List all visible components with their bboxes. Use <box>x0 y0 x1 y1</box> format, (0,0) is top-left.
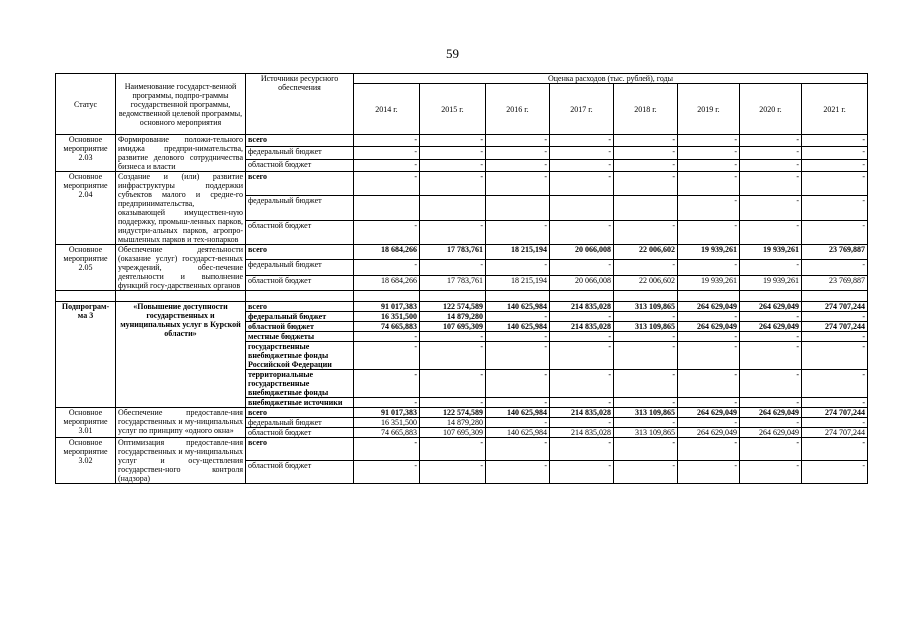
value-cell: - <box>740 370 802 398</box>
value-cell: - <box>740 312 802 322</box>
header-name: Наименование государст-венной программы, подпро-граммы государственной программы, ведомственной целевой программы, основного мероприятия <box>116 74 246 135</box>
value-cell: - <box>740 438 802 461</box>
value-cell: 22 006,602 <box>614 275 678 290</box>
value-cell: - <box>740 147 802 159</box>
value-cell: 264 629,049 <box>678 302 740 312</box>
value-cell: - <box>614 438 678 461</box>
name-cell: «Повышение доступности государственных и муниципальных услуг в Курской области» <box>116 302 246 408</box>
value-cell: - <box>550 172 614 196</box>
value-cell <box>420 196 486 220</box>
table-row <box>56 438 868 461</box>
header-year: 2020 г. <box>740 84 802 135</box>
value-cell: 91 017,383 <box>354 408 420 418</box>
value-cell: 18 215,194 <box>486 245 550 260</box>
value-cell: - <box>802 398 868 408</box>
value-cell: - <box>486 147 550 159</box>
value-cell: 140 625,984 <box>486 322 550 332</box>
value-cell: - <box>614 159 678 171</box>
header-year: 2016 г. <box>486 84 550 135</box>
value-cell: - <box>678 461 740 484</box>
source-cell: всего <box>246 245 354 260</box>
value-cell: - <box>802 418 868 428</box>
value-cell: 122 574,589 <box>420 408 486 418</box>
value-cell: - <box>354 135 420 147</box>
value-cell: 264 629,049 <box>678 322 740 332</box>
value-cell: - <box>354 370 420 398</box>
value-cell: - <box>802 196 868 220</box>
value-cell: - <box>550 159 614 171</box>
value-cell: - <box>420 147 486 159</box>
spacer-cell <box>486 291 550 302</box>
value-cell: - <box>678 159 740 171</box>
value-cell <box>354 196 420 220</box>
value-cell: - <box>420 342 486 370</box>
value-cell: - <box>740 461 802 484</box>
name-cell: Оптимизация предоставле-ния государственных и му-ниципальных услуг и осу-ществления государствен-ного контроля (надзора) <box>116 438 246 484</box>
source-cell: федеральный бюджет <box>246 260 354 275</box>
value-cell: 16 351,500 <box>354 312 420 322</box>
spacer-row <box>56 291 868 302</box>
value-cell: - <box>354 438 420 461</box>
spacer-cell <box>420 291 486 302</box>
table-row <box>56 135 868 147</box>
value-cell: - <box>354 172 420 196</box>
value-cell <box>486 196 550 220</box>
value-cell: - <box>354 220 420 244</box>
value-cell: - <box>420 438 486 461</box>
value-cell: - <box>802 135 868 147</box>
value-cell: 140 625,984 <box>486 428 550 438</box>
value-cell: 20 066,008 <box>550 275 614 290</box>
page-number: 59 <box>446 46 459 61</box>
value-cell: - <box>740 260 802 275</box>
spacer-cell <box>246 291 354 302</box>
source-cell: областной бюджет <box>246 220 354 244</box>
value-cell: 264 629,049 <box>740 302 802 312</box>
value-cell: 313 109,865 <box>614 322 678 332</box>
value-cell: - <box>678 312 740 322</box>
value-cell: - <box>740 398 802 408</box>
value-cell: - <box>550 260 614 275</box>
value-cell: - <box>486 370 550 398</box>
source-cell: всего <box>246 135 354 147</box>
value-cell: - <box>614 332 678 342</box>
value-cell: 264 629,049 <box>740 322 802 332</box>
value-cell: 214 835,028 <box>550 302 614 312</box>
value-cell: - <box>354 398 420 408</box>
header-estimate: Оценка расходов (тыс. рублей), годы <box>354 74 868 84</box>
value-cell: - <box>420 159 486 171</box>
value-cell: 20 066,008 <box>550 245 614 260</box>
value-cell: - <box>614 172 678 196</box>
value-cell: 18 684,266 <box>354 245 420 260</box>
value-cell: 214 835,028 <box>550 322 614 332</box>
value-cell: - <box>354 260 420 275</box>
spacer-cell <box>550 291 614 302</box>
value-cell: 274 707,244 <box>802 428 868 438</box>
value-cell: - <box>354 147 420 159</box>
value-cell: - <box>802 461 868 484</box>
value-cell: 14 879,280 <box>420 312 486 322</box>
spacer-cell <box>740 291 802 302</box>
value-cell: 313 109,865 <box>614 408 678 418</box>
source-cell: всего <box>246 302 354 312</box>
status-cell: Основное мероприятие 3.02 <box>56 438 116 484</box>
value-cell: - <box>614 135 678 147</box>
value-cell: 313 109,865 <box>614 428 678 438</box>
value-cell: - <box>486 418 550 428</box>
value-cell: 122 574,589 <box>420 302 486 312</box>
value-cell: - <box>740 418 802 428</box>
header-year: 2015 г. <box>420 84 486 135</box>
source-cell: всего <box>246 408 354 418</box>
value-cell: - <box>614 220 678 244</box>
source-cell: территориальные государственные внебюджетные фонды <box>246 370 354 398</box>
source-cell: федеральный бюджет <box>246 196 354 220</box>
value-cell: - <box>420 135 486 147</box>
value-cell: - <box>678 418 740 428</box>
source-cell: областной бюджет <box>246 322 354 332</box>
value-cell: - <box>550 220 614 244</box>
value-cell: - <box>614 418 678 428</box>
value-cell: 313 109,865 <box>614 302 678 312</box>
value-cell: 16 351,500 <box>354 418 420 428</box>
value-cell: - <box>740 159 802 171</box>
value-cell: 107 695,309 <box>420 428 486 438</box>
source-cell: областной бюджет <box>246 159 354 171</box>
value-cell: - <box>678 342 740 370</box>
value-cell: - <box>550 312 614 322</box>
status-cell: Основное мероприятие 2.04 <box>56 172 116 245</box>
value-cell: 18 215,194 <box>486 275 550 290</box>
value-cell: - <box>550 418 614 428</box>
header-year: 2021 г. <box>802 84 868 135</box>
value-cell: 23 769,887 <box>802 275 868 290</box>
spacer-cell <box>678 291 740 302</box>
value-cell: - <box>420 461 486 484</box>
source-cell: местные бюджеты <box>246 332 354 342</box>
value-cell: - <box>740 342 802 370</box>
value-cell: - <box>614 398 678 408</box>
spacer-cell <box>354 291 420 302</box>
value-cell: - <box>678 196 740 220</box>
spacer-cell <box>802 291 868 302</box>
source-cell: федеральный бюджет <box>246 147 354 159</box>
header-year: 2017 г. <box>550 84 614 135</box>
table-row <box>56 302 868 312</box>
value-cell: - <box>486 159 550 171</box>
value-cell: - <box>614 147 678 159</box>
value-cell: - <box>802 312 868 322</box>
value-cell: - <box>678 398 740 408</box>
source-cell: всего <box>246 438 354 461</box>
table-row <box>56 245 868 260</box>
value-cell: 18 684,266 <box>354 275 420 290</box>
value-cell: - <box>550 147 614 159</box>
value-cell: - <box>420 260 486 275</box>
value-cell: - <box>614 370 678 398</box>
status-cell: Подпрограм-ма 3 <box>56 302 116 408</box>
value-cell: 19 939,261 <box>678 275 740 290</box>
table-row <box>56 408 868 418</box>
value-cell: - <box>354 332 420 342</box>
source-cell: внебюджетные источники <box>246 398 354 408</box>
value-cell: 17 783,761 <box>420 275 486 290</box>
value-cell: 214 835,028 <box>550 428 614 438</box>
value-cell: - <box>802 370 868 398</box>
value-cell: 274 707,244 <box>802 322 868 332</box>
value-cell: - <box>550 342 614 370</box>
value-cell: - <box>802 332 868 342</box>
value-cell: - <box>550 332 614 342</box>
value-cell: - <box>678 370 740 398</box>
value-cell: - <box>678 220 740 244</box>
value-cell: - <box>550 398 614 408</box>
value-cell: - <box>486 438 550 461</box>
value-cell: 107 695,309 <box>420 322 486 332</box>
table-row <box>56 172 868 196</box>
source-cell: федеральный бюджет <box>246 418 354 428</box>
value-cell: - <box>486 398 550 408</box>
value-cell: 274 707,244 <box>802 302 868 312</box>
name-cell: Формирование положи-тельного имиджа предпри-нимательства, развитие делового сотрудничества бизнеса и власти <box>116 135 246 172</box>
value-cell: - <box>740 196 802 220</box>
header-year: 2014 г. <box>354 84 420 135</box>
value-cell: 22 006,602 <box>614 245 678 260</box>
value-cell: - <box>678 172 740 196</box>
value-cell: - <box>802 438 868 461</box>
value-cell: - <box>550 135 614 147</box>
value-cell: - <box>614 260 678 275</box>
value-cell: 264 629,049 <box>678 428 740 438</box>
spacer-cell <box>56 291 116 302</box>
header-status: Статус <box>56 74 116 135</box>
name-cell: Обеспечение предоставле-ния государственных и му-ниципальных услуг по принципу «одного окна» <box>116 408 246 438</box>
value-cell: - <box>486 332 550 342</box>
value-cell: - <box>420 220 486 244</box>
source-cell: государственные внебюджетные фонды Российской Федерации <box>246 342 354 370</box>
value-cell: - <box>802 159 868 171</box>
value-cell: - <box>614 461 678 484</box>
value-cell: - <box>802 172 868 196</box>
value-cell <box>614 196 678 220</box>
value-cell: - <box>678 260 740 275</box>
value-cell: 91 017,383 <box>354 302 420 312</box>
value-cell: - <box>486 172 550 196</box>
status-cell: Основное мероприятие 2.03 <box>56 135 116 172</box>
resource-table <box>55 73 868 484</box>
value-cell: - <box>420 398 486 408</box>
value-cell: - <box>740 172 802 196</box>
value-cell: - <box>354 342 420 370</box>
value-cell: - <box>486 461 550 484</box>
value-cell: - <box>420 370 486 398</box>
value-cell: - <box>486 342 550 370</box>
spacer-cell <box>614 291 678 302</box>
value-cell: 140 625,984 <box>486 408 550 418</box>
value-cell: 74 665,883 <box>354 428 420 438</box>
value-cell: 14 879,280 <box>420 418 486 428</box>
value-cell: - <box>678 438 740 461</box>
header-year: 2019 г. <box>678 84 740 135</box>
value-cell: - <box>486 220 550 244</box>
value-cell: - <box>354 461 420 484</box>
value-cell: - <box>550 370 614 398</box>
value-cell: 264 629,049 <box>740 408 802 418</box>
value-cell <box>550 196 614 220</box>
value-cell: 264 629,049 <box>740 428 802 438</box>
status-cell: Основное мероприятие 3.01 <box>56 408 116 438</box>
source-cell: федеральный бюджет <box>246 312 354 322</box>
value-cell: 74 665,883 <box>354 322 420 332</box>
value-cell: - <box>740 220 802 244</box>
source-cell: областной бюджет <box>246 275 354 290</box>
header-year: 2018 г. <box>614 84 678 135</box>
value-cell: 274 707,244 <box>802 408 868 418</box>
source-cell: областной бюджет <box>246 428 354 438</box>
value-cell: - <box>802 260 868 275</box>
value-cell: - <box>420 332 486 342</box>
value-cell: - <box>740 332 802 342</box>
value-cell: - <box>550 438 614 461</box>
value-cell: - <box>678 332 740 342</box>
header-row <box>56 74 868 84</box>
value-cell: - <box>354 159 420 171</box>
value-cell: - <box>802 342 868 370</box>
name-cell: Обеспечение деятельности (оказание услуг) государст-венных учреждений, обес-печение деятельности и выполнение функций госу-дарственных органов <box>116 245 246 291</box>
value-cell: 264 629,049 <box>678 408 740 418</box>
value-cell: - <box>802 220 868 244</box>
value-cell: 19 939,261 <box>678 245 740 260</box>
value-cell: 23 769,887 <box>802 245 868 260</box>
value-cell: - <box>740 135 802 147</box>
source-cell: областной бюджет <box>246 461 354 484</box>
value-cell: - <box>486 260 550 275</box>
value-cell: - <box>420 172 486 196</box>
name-cell: Создание и (или) развитие инфраструктуры поддержки субъектов малого и средне-го предпринимательства, оказывающей имуществен-ную поддержку, промыш-ленных парков, индустри-альных парков, агропро-мышленных парков и тех-нопарков <box>116 172 246 245</box>
value-cell: - <box>486 135 550 147</box>
value-cell: 214 835,028 <box>550 408 614 418</box>
value-cell: 19 939,261 <box>740 245 802 260</box>
spacer-cell <box>116 291 246 302</box>
value-cell: 17 783,761 <box>420 245 486 260</box>
value-cell: - <box>550 461 614 484</box>
status-cell: Основное мероприятие 2.05 <box>56 245 116 291</box>
header-source: Источники ресурсного обеспечения <box>246 74 354 135</box>
value-cell: - <box>802 147 868 159</box>
value-cell: 19 939,261 <box>740 275 802 290</box>
value-cell: 140 625,984 <box>486 302 550 312</box>
value-cell: - <box>614 312 678 322</box>
value-cell: - <box>678 147 740 159</box>
value-cell: - <box>678 135 740 147</box>
value-cell: - <box>614 342 678 370</box>
value-cell: - <box>486 312 550 322</box>
source-cell: всего <box>246 172 354 196</box>
